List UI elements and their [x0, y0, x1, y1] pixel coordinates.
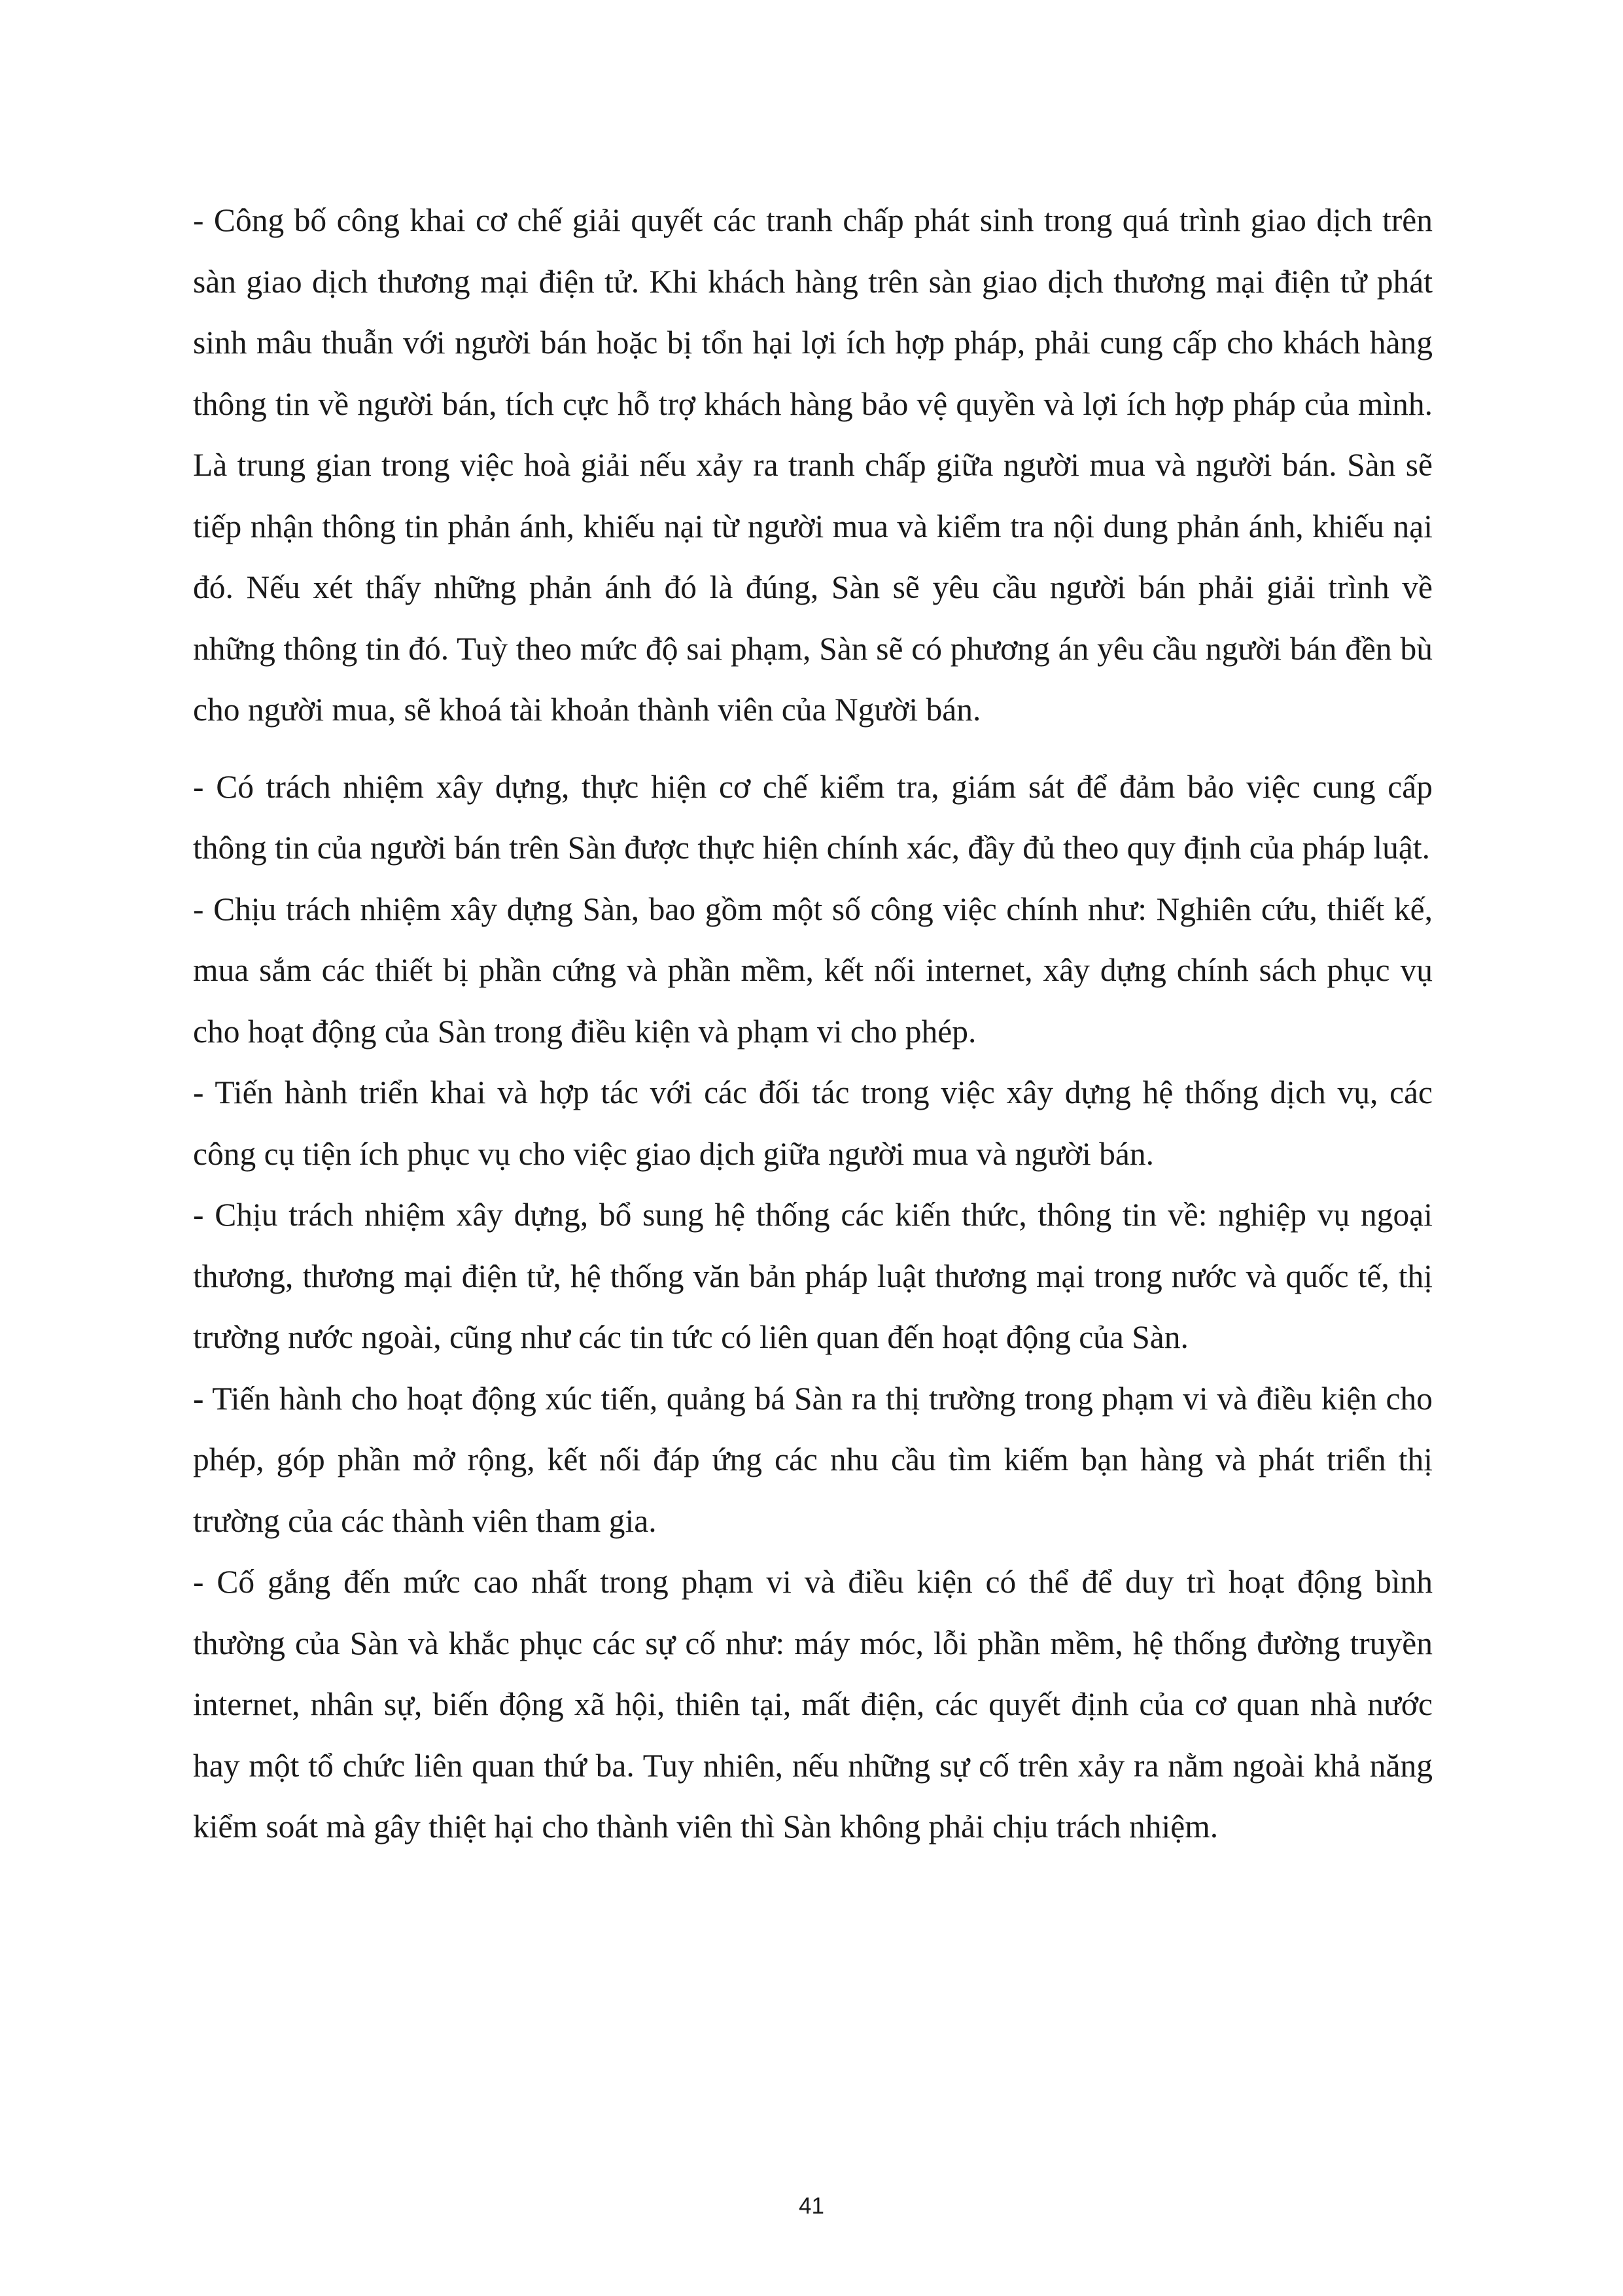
page-number: 41	[799, 2193, 824, 2219]
paragraph-knowledge-base: - Chịu trách nhiệm xây dựng, bổ sung hệ thống các kiến thức, thông tin về: nghiệp vụ ngoại thương, thương mại điện tử, hệ thống văn bản pháp luật thương mại trong nước và quốc tế, thị trường nước ngoài, cũng như các tin tức có liên quan đến hoạt động của Sàn.	[193, 1197, 1433, 1355]
paragraph-promotion: - Tiến hành cho hoạt động xúc tiến, quảng bá Sàn ra thị trường trong phạm vi và điều kiện cho phép, góp phần mở rộng, kết nối đáp ứng các nhu cầu tìm kiếm bạn hàng và phát triển thị trường của các thành viên tham gia.	[193, 1380, 1433, 1539]
paragraph-monitoring: - Có trách nhiệm xây dựng, thực hiện cơ chế kiểm tra, giám sát để đảm bảo việc cung cấp thông tin của người bán trên Sàn được thực hiện chính xác, đầy đủ theo quy định của pháp luật.	[193, 768, 1433, 866]
paragraph-dispute-resolution: - Công bố công khai cơ chế giải quyết các tranh chấp phát sinh trong quá trình giao dịch trên sàn giao dịch thương mại điện tử. Khi khách hàng trên sàn giao dịch thương mại điện tử phát sinh mâu thuẫn với người bán hoặc bị tổn hại lợi ích hợp pháp, phải cung cấp cho khách hàng thông tin về người bán, tích cực hỗ trợ khách hàng bảo vệ quyền và lợi ích hợp pháp của mình. Là trung gian trong việc hoà giải nếu xảy ra tranh chấp giữa người mua và người bán. Sàn sẽ tiếp nhận thông tin phản ánh, khiếu nại từ người mua và kiểm tra nội dung phản ánh, khiếu nại đó. Nếu xét thấy những phản ánh đó là đúng, Sàn sẽ yêu cầu người bán phải giải trình về những thông tin đó. Tuỳ theo mức độ sai phạm, Sàn sẽ có phương án yêu cầu người bán đền bù cho người mua, sẽ khoá tài khoản thành viên của Người bán.	[193, 202, 1433, 728]
paragraph-build-platform: - Chịu trách nhiệm xây dựng Sàn, bao gồm một số công việc chính như: Nghiên cứu, thiết kế, mua sắm các thiết bị phần cứng và phần mềm, kết nối internet, xây dựng chính sách phục vụ cho hoạt động của Sàn trong điều kiện và phạm vi cho phép.	[193, 891, 1433, 1050]
paragraph-partnerships: - Tiến hành triển khai và hợp tác với các đối tác trong việc xây dựng hệ thống dịch vụ, các công cụ tiện ích phục vụ cho việc giao dịch giữa người mua và người bán.	[193, 1074, 1433, 1172]
paragraph-incident-handling: - Cố gắng đến mức cao nhất trong phạm vi và điều kiện có thể để duy trì hoạt động bình thường của Sàn và khắc phục các sự cố như: máy móc, lỗi phần mềm, hệ thống đường truyền internet, nhân sự, biến động xã hội, thiên tại, mất điện, các quyết định của cơ quan nhà nước hay một tổ chức liên quan thứ ba. Tuy nhiên, nếu những sự cố trên xảy ra nằm ngoài khả năng kiểm soát mà gây thiệt hại cho thành viên thì Sàn không phải chịu trách nhiệm.	[193, 1564, 1433, 1845]
document-body	[193, 190, 1433, 1858]
